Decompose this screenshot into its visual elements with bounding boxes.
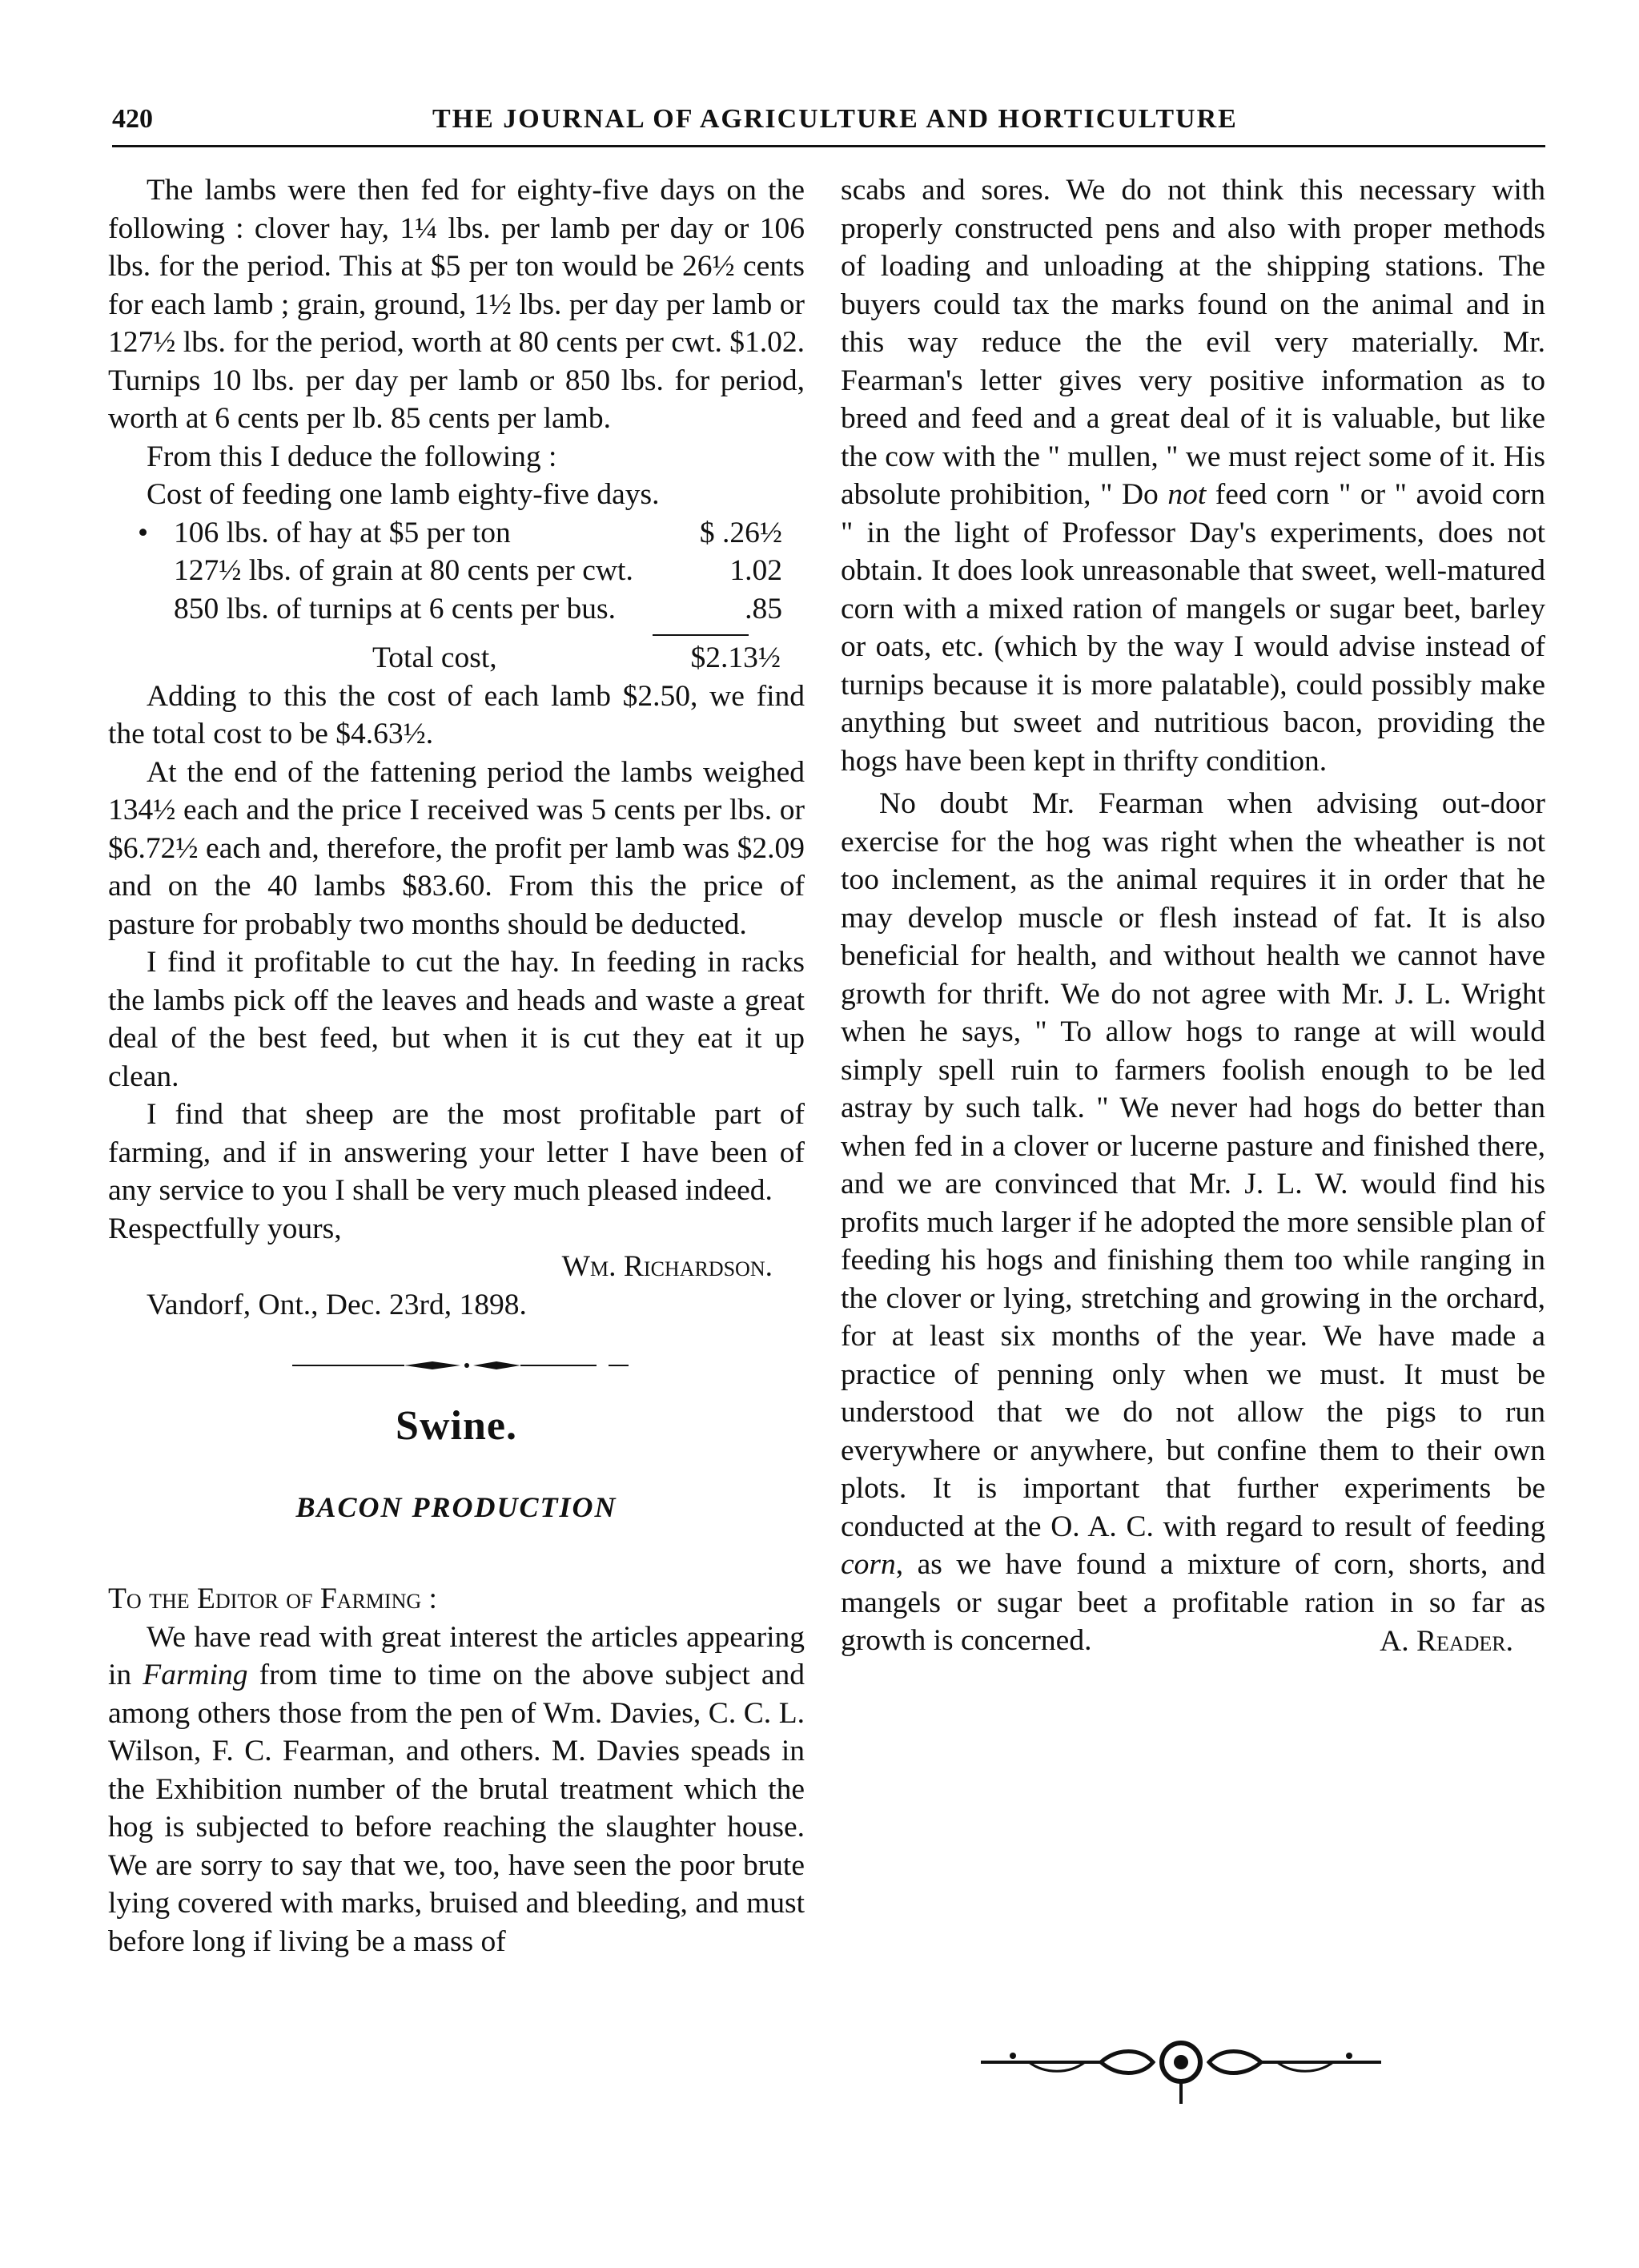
total-amount: $2.13½ — [690, 641, 781, 674]
cost-amount: .85 — [745, 592, 782, 625]
italic-run: Farming — [143, 1659, 248, 1691]
italic-run: not — [1167, 478, 1207, 511]
letter-closing: Respectfully yours, — [108, 1212, 342, 1245]
bullet-mark: • — [138, 516, 149, 549]
reader-signature: A. Reader. — [1380, 1624, 1513, 1658]
text-run: No doubt Mr. Fearman when advising out-door exercise for the hog was right when the wheather is not too inclement, as the animal requires it in order that he may develop muscle or flesh instead of fat. It is also beneficial for health, and without health we cannot have growth for thrift. We do not agree with Mr. J. L. Wright when he says, " To allow hogs to range at will would simply spell ruin to farmers foolish enough to be led astray by such talk. " We never had hogs do better than when fed in a clover or lucerne pasture and finished there, and we are convinced that Mr. J. L. W. would find his profits much larger if he adopted the more sensible plan of feeding his hogs and finishing them too while ranging in the clover or lying, stretching and growing in the orchard, for at least six months of the year. We have made a practice of penning only when we must. It must be understood that we do not allow the pigs to run everywhere or anywhere, but confine them to their own plots. It is important that further experiments be conducted at the O. A. C. with regard to result of feeding — [841, 787, 1545, 1543]
sheep-paragraph: I find that sheep are the most profitable part of farming, and if in answering your letter I have been of any service to you I shall be very much pleased indeed. — [108, 1098, 805, 1207]
cost-item: 850 lbs. of turnips at 6 cents per bus. — [174, 592, 617, 625]
cost-caption: Cost of feeding one lamb eighty-five days. — [147, 478, 660, 511]
section-title: Swine. — [396, 1403, 517, 1449]
salutation: To the Editor of Farming : — [108, 1582, 437, 1615]
text-run: We have read with great interest the articles appearing in — [108, 1620, 805, 1691]
right-column — [841, 171, 1545, 1660]
cost-table — [138, 514, 782, 629]
sum-rule — [653, 634, 749, 636]
text-run: feed corn " or " avoid corn " in the light of Professor Day's experiments, does not obtain. It does look unreasonable that sweet, well-matured corn with a mixed ration of mangels or sugar beet, barley or oats, etc. (which by the way I would advise instead of turnips because it is more palatable), could possibly make anything but sweet and nutritious bacon, providing the hogs have been kept in thrifty condition. — [841, 478, 1545, 778]
hay-paragraph: I find it profitable to cut the hay. In feeding in racks the lambs pick off the leaves and heads and waste a great deal of the best feed, but when it is cut they eat it up clean. — [108, 946, 805, 1093]
deduction-intro: From this I deduce the following : — [147, 440, 557, 473]
total-row — [372, 639, 781, 678]
total-cost-paragraph: Adding to this the cost of each lamb $2.50, we find the total cost to be $4.63½. — [108, 679, 805, 750]
cost-amount: $ .26½ — [699, 516, 782, 549]
cost-item: 106 lbs. of hay at $5 per ton — [174, 516, 511, 549]
running-header — [112, 94, 1553, 143]
section-divider-ornament — [292, 1359, 629, 1372]
article-title: BACON PRODUCTION — [295, 1491, 617, 1523]
letter-signature: Wm. Richardson. — [561, 1250, 773, 1283]
cost-row — [174, 590, 782, 629]
left-column — [108, 171, 805, 1960]
dateline: Vandorf, Ont., Dec. 23rd, 1898. — [147, 1288, 527, 1321]
cost-item: 127½ lbs. of grain at 80 cents per cwt. — [174, 554, 633, 587]
page-number: 420 — [112, 104, 153, 134]
exercise-paragraph — [841, 785, 1545, 1660]
journal-title: THE JOURNAL OF AGRICULTURE AND HORTICULTURE — [432, 104, 1238, 134]
text-run: from time to time on the above subject and among others those from the pen of Wm. Davies, C. C. L. Wilson, F. C. Fearman, and others. M. Davies speads in the Exhibition number of the brutal treatment which the hog is subjected to before reaching the slaughter house. We are sorry to say that we, too, have seen the poor brute lying covered with marks, bruised and bleeding, and must before long if living be a mass of — [108, 1659, 805, 1958]
scabs-paragraph — [841, 171, 1545, 780]
cost-row — [174, 514, 782, 553]
cost-row — [174, 552, 782, 590]
cost-amount: 1.02 — [729, 554, 782, 587]
total-label: Total cost, — [372, 641, 497, 674]
italic-run: corn — [841, 1548, 896, 1581]
header-rule — [112, 145, 1545, 147]
lamb-feeding-paragraph: The lambs were then fed for eighty-five days on the following : clover hay, 1¼ lbs. per lamb per day or 106 lbs. for the period. This at $5 per ton would be 26½ cents for each lamb ; grain, ground, 1½ lbs. per day per lamb or 127½ lbs. for the period, worth at 80 cents per cwt. $1.02. Turnips 10 lbs. per day per lamb or 850 lbs. for period, worth at 6 cents per lb. 85 cents per lamb. — [108, 174, 805, 435]
text-run: , as we have found a mixture of corn, shorts, and mangels or sugar beet a profitable ration in so far as growth is concerned. — [841, 1548, 1545, 1657]
text-run: scabs and sores. We do not think this necessary with properly constructed pens and also with proper methods of loading and unloading at the shipping stations. The buyers could tax the marks found on the animal and in this way reduce the the evil very materially. Mr. Fearman's letter gives very positive information as to breed and feed and a great deal of it is valuable, but like the cow with the " mullen, " we must reject some of it. His absolute prohibition, " Do — [841, 174, 1545, 511]
bacon-paragraph — [108, 1619, 805, 1961]
end-ornament — [981, 2038, 1381, 2110]
profit-paragraph: At the end of the fattening period the lambs weighed 134½ each and the price I received was 5 cents per lbs. or $6.72½ each and, therefore, the profit per lamb was $2.09 and on the 40 lambs $83.60. From this the price of pasture for probably two months should be deducted. — [108, 755, 805, 941]
